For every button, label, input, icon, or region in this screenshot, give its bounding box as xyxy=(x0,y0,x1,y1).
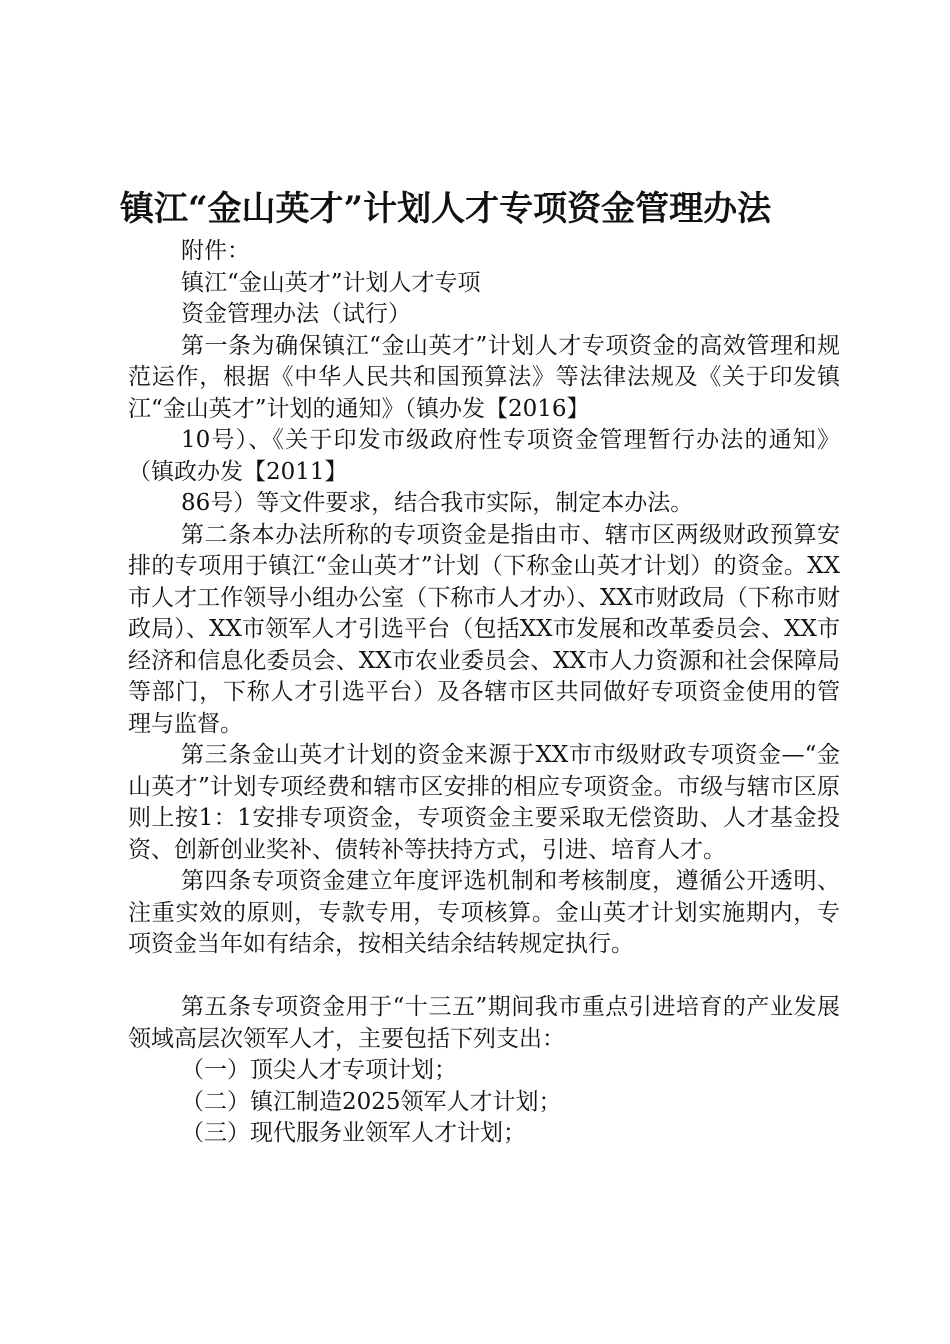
article-3: 第三条金山英才计划的资金来源于XX市市级财政专项资金—“金山英才”计划专项经费和辖市区安排的相应专项资金。市级与辖市区原则上按1：1安排专项资金，专项资金主要采取无偿资助、人才基金投资、创新创业奖补、债转补等扶持方式，引进、培育人才。 xyxy=(128,742,840,863)
document-body xyxy=(128,236,840,1150)
article-1-continued-2: 86号）等文件要求，结合我市实际，制定本办法。 xyxy=(181,490,694,516)
article-2: 第二条本办法所称的专项资金是指由市、辖市区两级财政预算安排的专项用于镇江“金山英才”计划（下称金山英才计划）的资金。XX市人才工作领导小组办公室（下称市人才办）、XX市财政局（下称市财政局）、XX市领军人才引选平台（包括XX市发展和改革委员会、XX市经济和信息化委员会、XX市农业委员会、XX市人力资源和社会保障局等部门，下称人才引选平台）及各辖市区共同做好专项资金使用的管理与监督。 xyxy=(128,521,840,737)
list-item-1: （一）顶尖人才专项计划； xyxy=(181,1057,457,1083)
attachment-label: 附件： xyxy=(181,238,250,264)
article-1: 第一条为确保镇江“金山英才”计划人才专项资金的高效管理和规范运作，根据《中华人民共和国预算法》等法律法规及《关于印发镇江“金山英才”计划的通知》（镇办发【2016】 xyxy=(128,332,840,422)
document-title: 镇江“金山英才”计划人才专项资金管理办法 xyxy=(120,189,772,229)
article-4: 第四条专项资金建立年度评选机制和考核制度，遵循公开透明、注重实效的原则，专款专用，专项核算。金山英才计划实施期内，专项资金当年如有结余，按相关结余结转规定执行。 xyxy=(128,868,840,957)
list-item-3: （三）现代服务业领军人才计划； xyxy=(181,1120,526,1146)
subtitle-line-1: 镇江“金山英才”计划人才专项 xyxy=(181,269,481,296)
article-1-continued-1: 10号）、《关于印发市级政府性专项资金管理暂行办法的通知》（镇政办发【2011】 xyxy=(128,427,840,485)
subtitle-line-2: 资金管理办法（试行） xyxy=(181,301,411,327)
list-item-2: （二）镇江制造2025领军人才计划； xyxy=(181,1088,562,1115)
article-5: 第五条专项资金用于“十三五”期间我市重点引进培育的产业发展领域高层次领军人才，主要包括下列支出： xyxy=(128,994,840,1052)
